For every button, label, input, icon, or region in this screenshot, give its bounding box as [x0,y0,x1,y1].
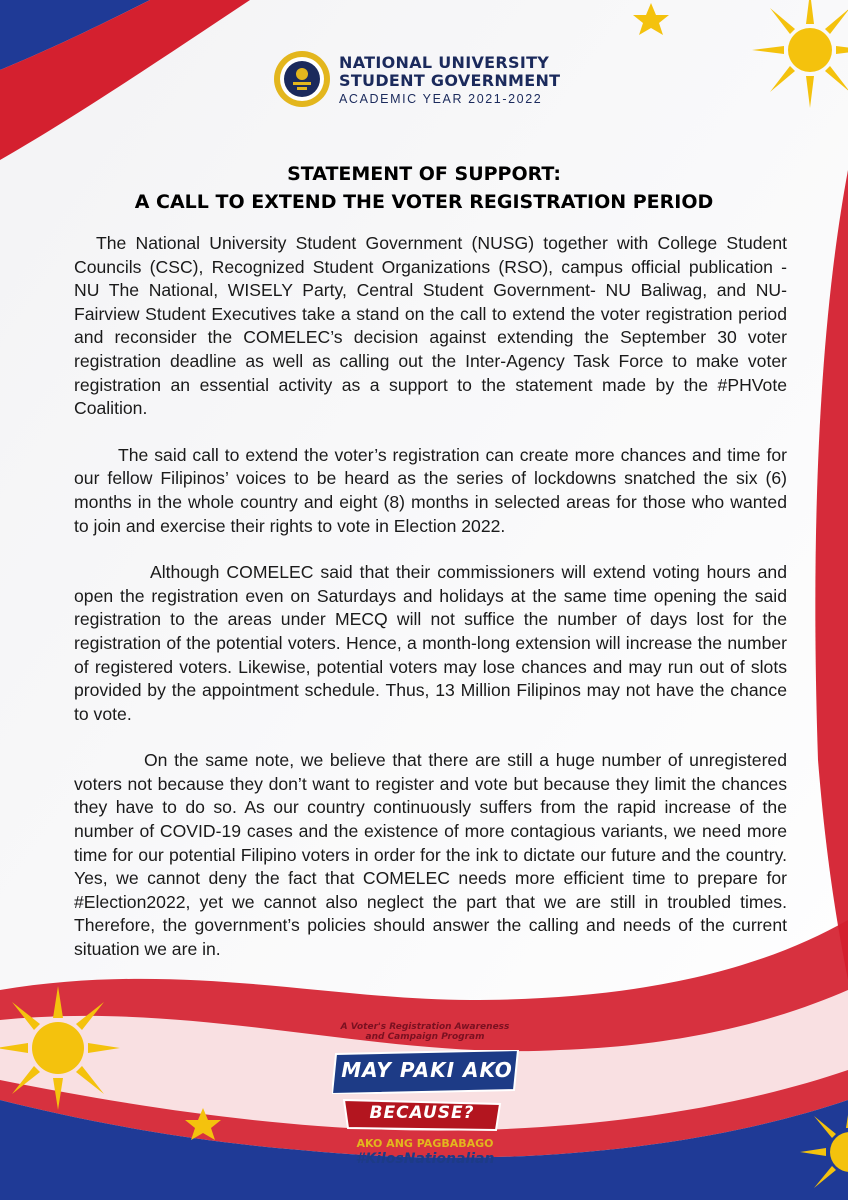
statement-body [74,232,787,962]
header [273,44,603,110]
academic-year: ACADEMIC YEAR 2021-2022 [339,92,543,106]
campaign-banner-main: MAY PAKI AKO [341,1058,513,1082]
campaign-hashtag: #KilosNationalian [355,1151,495,1167]
paragraph-4: On the same note, we believe that there are still a huge number of unregistered voters not because they don’t want to register and vote but because they limit the chances they have to do so. As our country continuously suffers from the rapid increase of the number of COVID-19 cases and the existence of more contagious variants, we need more time for our potential Filipino voters in order for the ink to dictate our future and the country. Yes, we cannot deny the fact that COMELEC needs more efficient time to prepare for #Election2022, yet we cannot also neglect the part that we are still in troubled times. Therefore, the government’s policies should answer the calling and needs of the current situation we are in. [74,750,787,960]
header-text [339,54,560,106]
caption-line1: A Voter's Registration Awareness [340,1022,510,1032]
title-line2: A CALL TO EXTEND THE VOTER REGISTRATION PERIOD [134,191,714,213]
org-name-line2: STUDENT GOVERNMENT [339,71,561,90]
campaign-subtitle: AKO ANG PAGBABAGO [356,1137,494,1150]
title-line1: STATEMENT OF SUPPORT: [287,163,561,185]
paragraph-2: The said call to extend the voter’s registration can create more chances and time for our fellow Filipinos’ voices to be heard as the series of lockdowns snatched the six (6) months in the whole country and eight (8) months in selected areas for those who wanted to join and exercise their rights to vote in Election 2022. [74,444,787,536]
nusg-seal-icon [273,50,331,108]
paragraph-1: The National University Student Government (NUSG) together with College Student Councils (CSC), Recognized Student Organizations (RSO), campus official publication - NU The National, WISELY Party, Central Student Government- NU Baliwag, and NU- Fairview Student Executives take a stand on the call to extend the voter registration period and reconsider the COMELEC’s decision against extending the September 30 voter registration deadline as well as calling out the Inter-Agency Task Force to make voter registration an essential activity as a support to the statement made by the #PHVote Coalition. [74,233,787,419]
paragraph-3: Although COMELEC said that their commissioners will extend voting hours and open the registration even on Saturdays and holidays at the same time opening the said registration to the areas under MECQ will not suffice the number of days lost for the registration of the potential voters. Hence, a month-long extension will increase the number of registered voters. Likewise, potential voters may lose chances and may run out of slots provided by the appointment schedule. Thus, 13 Million Filipinos may not have the chance to vote. [74,562,787,724]
statement-title [60,160,788,216]
org-name-line1: NATIONAL UNIVERSITY [339,53,550,72]
campaign-logo [320,1022,530,1172]
campaign-banner-sub: BECAUSE? [369,1103,475,1123]
campaign-caption [320,1022,530,1042]
caption-line2: and Campaign Program [365,1032,485,1042]
